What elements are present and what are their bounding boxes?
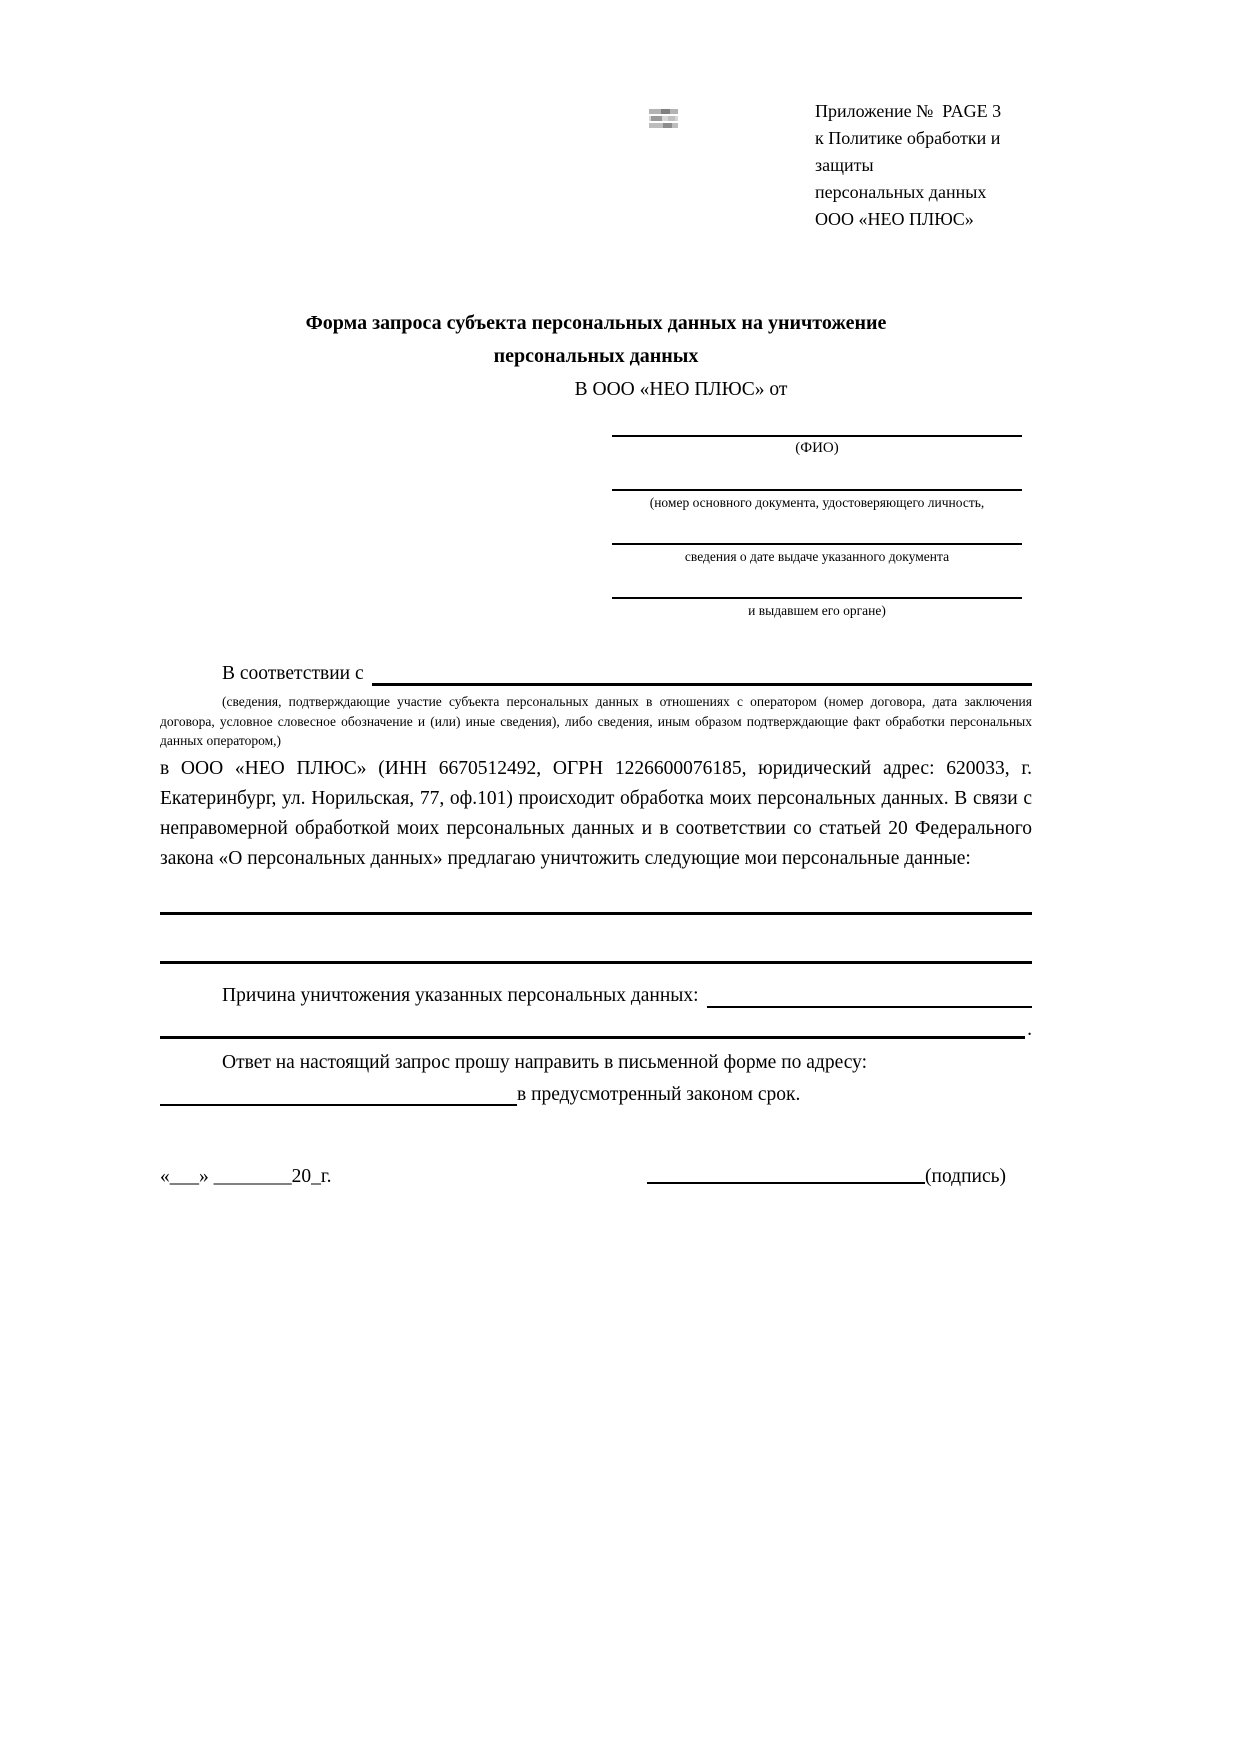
- identity-fields: [612, 409, 1022, 619]
- response-request-text: Ответ на настоящий запрос прошу направить в письменной форме по адресу:: [222, 1051, 868, 1073]
- document-number-field-caption: (номер основного документа, удостоверяющего личность,: [649, 495, 985, 510]
- signature-caption: (подпись): [925, 1165, 1006, 1187]
- issue-date-field-caption: сведения о дате выдаче указанного документа: [684, 549, 950, 564]
- issuing-authority-field-caption: и выдавшем его органе): [748, 603, 886, 618]
- signature-group: [647, 1158, 1006, 1188]
- policy-reference-line: к Политике обработки и защиты: [815, 128, 1001, 175]
- appendix-block: [815, 98, 1032, 233]
- signature-fill-line[interactable]: [647, 1158, 925, 1184]
- reason-label: Причина уничтожения указанных персональных данных:: [222, 984, 699, 1006]
- document-number-field-line[interactable]: [612, 463, 1022, 491]
- issue-date-field: [612, 517, 1022, 565]
- reason-fill-line[interactable]: [707, 978, 1032, 1008]
- document-title: [160, 307, 1032, 373]
- sentence-period: .: [1027, 1018, 1032, 1040]
- date-fill-field[interactable]: «___» ________20_г.: [160, 1165, 332, 1187]
- organization-name-line: ООО «НЕО ПЛЮС»: [815, 209, 974, 229]
- body-paragraph: в ООО «НЕО ПЛЮС» (ИНН 6670512492, ОГРН 1226600076185, юридический адрес: 620033, г. Екатеринбург, ул. Норильская, 77, оф.101) происходит обработка моих персональных данных. В связи с неправомерной обработкой моих персональных данных и в соответствии со статьей 20 Федерального закона «О персональных данных» предлагаю уничтожить следующие мои персональные данные:: [160, 757, 1032, 869]
- fio-field-caption: (ФИО): [795, 440, 839, 456]
- fio-field: [612, 409, 1022, 457]
- address-fill-line[interactable]: [160, 1078, 517, 1106]
- accordance-note: (сведения, подтверждающие участие субъекта персональных данных в отношениях с оператором (номер договора, дата заключения договора, условное словесное обозначение и (или) иные сведения), либо сведения, иным образом подтверждающие факт обработки персональных данных оператором,): [160, 694, 1032, 748]
- issuing-authority-field-line[interactable]: [612, 571, 1022, 599]
- fio-field-line[interactable]: [612, 409, 1022, 437]
- pixelated-image-icon: [648, 106, 679, 136]
- personal-data-fill-line-2[interactable]: [160, 915, 1032, 964]
- document-title-line1: Форма запроса субъекта персональных данных на уничтожение: [305, 312, 887, 334]
- reason-continuation-line[interactable]: [160, 1014, 1025, 1039]
- issuing-authority-field: [612, 571, 1022, 619]
- reason-continuation-row: [160, 1014, 1032, 1043]
- policy-reference-line: персональных данных: [815, 182, 987, 202]
- document-number-field: [612, 463, 1022, 511]
- appendix-number-line: Приложение № PAGE 3: [815, 101, 1002, 121]
- accordance-fill-line[interactable]: [372, 655, 1032, 686]
- page-header: [160, 98, 1032, 233]
- personal-data-fill-line-1[interactable]: [160, 874, 1032, 915]
- reason-row: [160, 978, 1032, 1012]
- accordance-label: В соответствии с: [222, 663, 364, 684]
- response-deadline-text: в предусмотренный законом срок.: [517, 1083, 801, 1105]
- response-address-row: [160, 1078, 1032, 1110]
- accordance-row: [160, 655, 1032, 690]
- addressee-line: В ООО «НЕО ПЛЮС» от: [574, 379, 788, 400]
- date-signature-row: [160, 1158, 1032, 1188]
- document-title-line2: персональных данных: [493, 345, 699, 367]
- issue-date-field-line[interactable]: [612, 517, 1022, 545]
